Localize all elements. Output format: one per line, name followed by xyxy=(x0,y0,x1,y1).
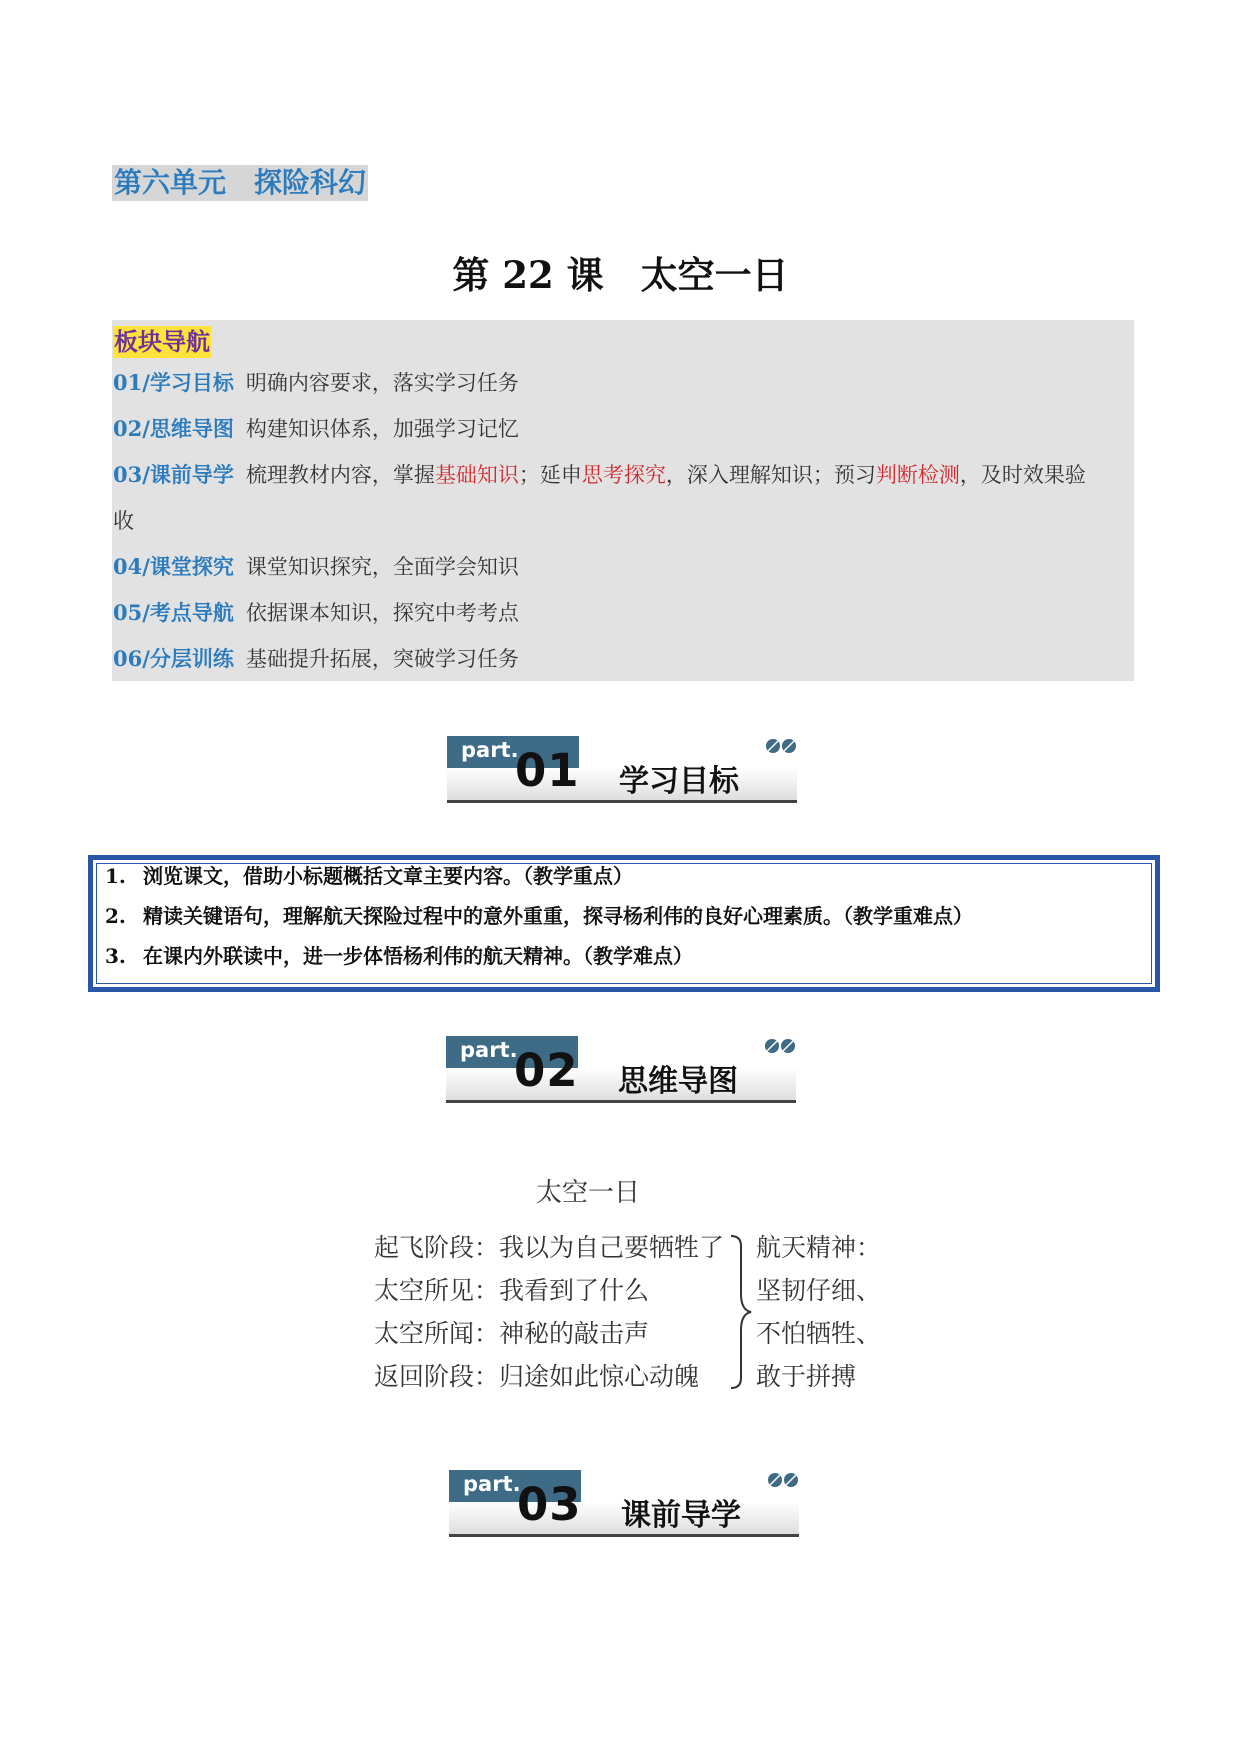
nav-key: 05/考点导航 xyxy=(113,600,234,625)
nav-highlight: 判断检测 xyxy=(875,463,960,487)
objective-text: 精读关键语句，理解航天探险过程中的意外重重，探寻杨利伟的良好心理素质。（教学重难点） xyxy=(143,904,973,928)
part-underline xyxy=(446,1100,796,1103)
nav-highlight: 基础知识 xyxy=(434,463,519,487)
mindmap-row: 太空所见：我看到了什么 xyxy=(374,1276,650,1305)
mindmap-row: 返回阶段：归途如此惊心动魄 xyxy=(374,1362,700,1391)
part-word: part. xyxy=(460,1038,518,1062)
nav-highlight: 思考探究 xyxy=(581,463,666,487)
part-number: 01 xyxy=(515,744,580,797)
mindmap-title: 太空一日 xyxy=(536,1178,641,1208)
part-underline xyxy=(447,800,797,803)
nav-key: 01/学习目标 xyxy=(113,370,234,395)
nav-key: 04/课堂探究 xyxy=(113,554,234,579)
mindmap-spirit-item: 坚韧仔细、 xyxy=(756,1276,882,1305)
part-underline xyxy=(449,1534,799,1537)
part-banner-01 xyxy=(447,736,797,804)
part-banner-02 xyxy=(446,1036,796,1104)
decorative-dots-icon xyxy=(767,1472,801,1488)
nav-key: 02/思维导图 xyxy=(113,416,234,441)
part-number: 02 xyxy=(514,1044,579,1097)
decorative-dots-icon xyxy=(764,1038,798,1054)
lesson-title: 第 22 课 太空一日 xyxy=(452,253,789,297)
objective-item xyxy=(105,860,633,889)
objective-item xyxy=(105,940,693,969)
mindmap-spirit-item: 敢于拼搏 xyxy=(756,1362,857,1391)
decorative-dots-icon xyxy=(765,738,799,754)
objective-item xyxy=(105,900,973,929)
objective-text: 浏览课文，借助小标题概括文章主要内容。（教学重点） xyxy=(143,864,633,888)
nav-item xyxy=(113,644,519,674)
mindmap-brace-icon xyxy=(727,1232,753,1392)
nav-header: 板块导航 xyxy=(114,327,210,356)
unit-title: 第六单元 探险科幻 xyxy=(114,166,367,199)
part-label: 学习目标 xyxy=(619,764,739,799)
mindmap-row: 太空所闻：神秘的敲击声 xyxy=(374,1319,650,1348)
nav-item xyxy=(113,552,519,582)
nav-item-continued xyxy=(113,506,134,536)
nav-text: ；延申 xyxy=(518,463,582,487)
part-banner-03 xyxy=(449,1470,799,1538)
nav-item xyxy=(113,598,519,628)
mindmap-spirit-label: 航天精神： xyxy=(756,1233,882,1262)
part-word: part. xyxy=(463,1472,521,1496)
part-label: 思维导图 xyxy=(618,1064,738,1099)
nav-text: ，深入理解知识；预习 xyxy=(665,463,876,487)
objective-number: 2. xyxy=(105,904,126,928)
mindmap-row: 起飞阶段：我以为自己要牺牲了 xyxy=(374,1233,725,1262)
nav-key: 06/分层训练 xyxy=(113,646,234,671)
nav-text: 明确内容要求，落实学习任务 xyxy=(245,371,519,395)
part-word: part. xyxy=(461,738,519,762)
nav-text: 课堂知识探究，全面学会知识 xyxy=(245,555,519,579)
nav-text: ，及时效果验 xyxy=(959,463,1086,487)
nav-text: 基础提升拓展，突破学习任务 xyxy=(245,647,519,671)
nav-key: 03/课前导学 xyxy=(113,462,234,487)
nav-item xyxy=(113,414,519,444)
nav-text: 依据课本知识，探究中考考点 xyxy=(245,601,519,625)
objective-number: 1. xyxy=(105,864,126,888)
part-label: 课前导学 xyxy=(621,1498,741,1533)
objective-number: 3. xyxy=(105,944,126,968)
nav-text: 收 xyxy=(113,509,134,533)
mindmap-spirit-item: 不怕牺牲、 xyxy=(756,1319,882,1348)
nav-item xyxy=(113,460,1135,490)
part-number: 03 xyxy=(517,1478,582,1531)
nav-text: 构建知识体系，加强学习记忆 xyxy=(245,417,519,441)
nav-text: 梳理教材内容，掌握 xyxy=(245,463,435,487)
objective-text: 在课内外联读中，进一步体悟杨利伟的航天精神。（教学难点） xyxy=(143,944,693,968)
nav-item xyxy=(113,368,519,398)
